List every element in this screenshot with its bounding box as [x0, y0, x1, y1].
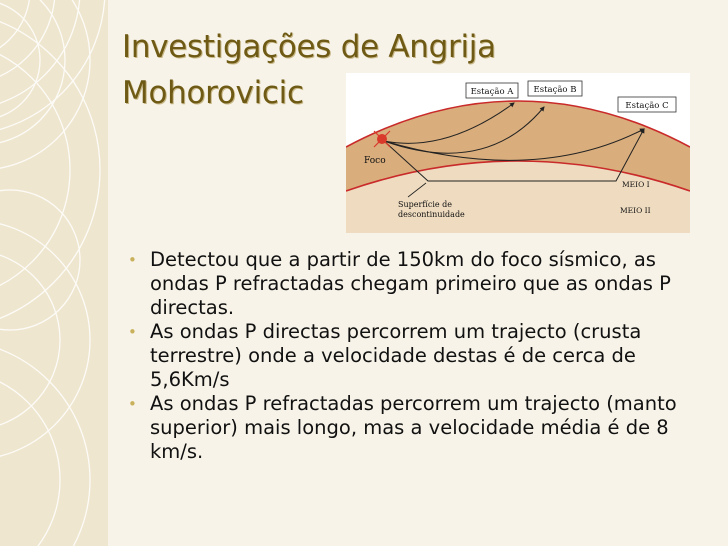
seismic-wave-diagram [346, 73, 690, 233]
slide-title-line2: Mohorovicic [122, 75, 304, 111]
list-item [126, 320, 706, 392]
discontinuity-label-line1: Superfície de [398, 200, 453, 209]
medium1-label: MEIO I [622, 180, 650, 189]
bullet-icon: • [128, 323, 137, 341]
bullet-icon: • [128, 251, 137, 269]
bullet-text: Detectou que a partir de 150km do foco sísmico, as ondas P refractadas chegam primeiro que as ondas P directas. [150, 248, 671, 319]
station-b-label: Estação B [533, 85, 577, 95]
list-item [126, 392, 706, 464]
station-a-label: Estação A [470, 87, 514, 97]
focus-label: Foco [364, 156, 386, 166]
slide-title-line1: Investigações de Angrija [122, 29, 496, 65]
medium2-label: MEIO II [620, 206, 651, 215]
discontinuity-label-line2: descontinuidade [398, 210, 465, 219]
bullet-text: As ondas P refractadas percorrem um trajecto (manto superior) mais longo, mas a velocidade média é de 8 km/s. [150, 392, 677, 463]
bullet-text: As ondas P directas percorrem um trajecto (crusta terrestre) onde a velocidade destas é de cerca de 5,6Km/s [150, 320, 642, 391]
bullet-list [126, 248, 706, 464]
list-item [126, 248, 706, 320]
bullet-icon: • [128, 395, 137, 413]
station-c-label: Estação C [625, 101, 669, 111]
